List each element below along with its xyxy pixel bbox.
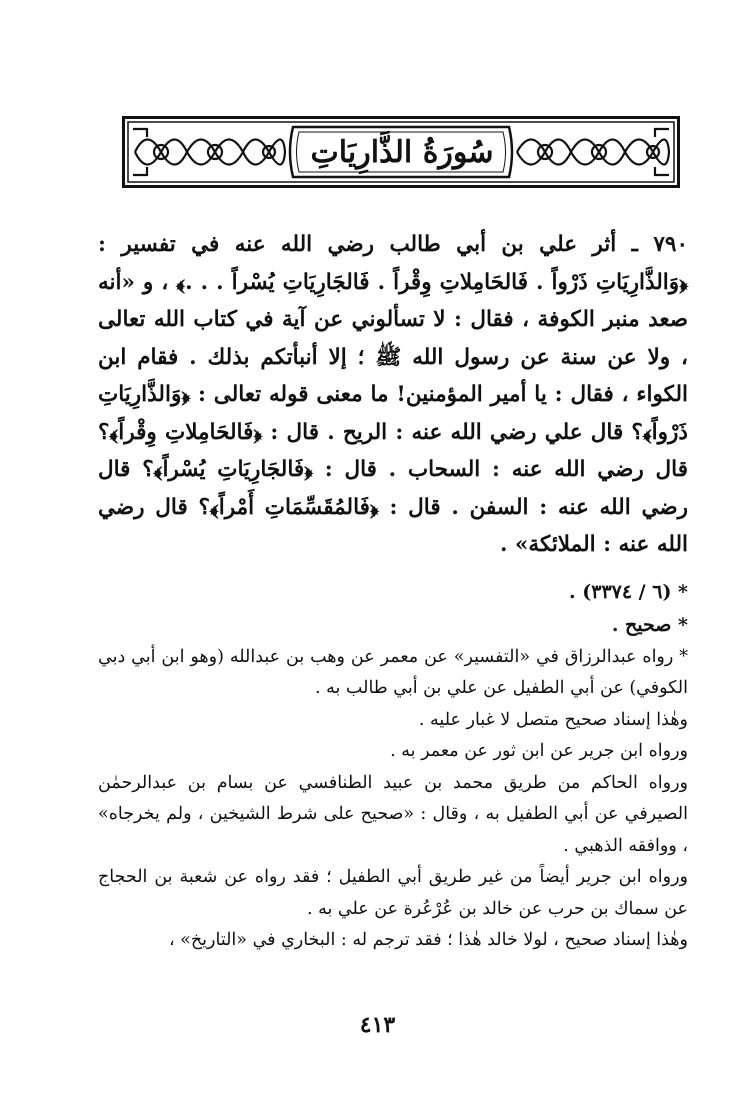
surah-title: سُورَةُ الذَّارِيَاتِ: [310, 134, 494, 170]
entry-text: ٧٩٠ ـ أثر علي بن أبي طالب رضي الله عنه في تفسير : ﴿وَالذَّارِيَاتِ ذَرْواً . فَالحَامِلاتِ وِقْراً . فَالجَارِيَاتِ يُسْراً . . .﴾ ، و «أنه صعد منبر الكوفة ، فقال : لا تسألوني عن آية في كتاب الله تعالى ، ولا عن سنة عن رسول الله ﷺ ؛ إلا أنبأتكم بذلك . فقام ابن الكواء ، فقال : يا أمير المؤمنين! ما معنى قوله تعالى : ﴿وَالذَّارِيَاتِ ذَرْواً﴾؟ قال علي رضي الله عنه : الريح . قال : ﴿فَالحَامِلاتِ وِقْراً﴾؟ قال رضي الله عنه : السحاب . قال : ﴿فَالجَارِيَاتِ يُسْراً﴾؟ قال رضي الله عنه : السفن . قال : ﴿فَالمُقَسِّمَاتِ أَمْراً﴾؟ قال رضي الله عنه : الملائكة» .: [98, 232, 688, 557]
note-paragraph: ورواه ابن جرير عن ابن ثور عن معمر به .: [390, 741, 688, 761]
hadith-entry: [98, 226, 688, 564]
note-paragraph: * رواه عبدالرزاق في «التفسير» عن معمر عن وهب بن عبدالله (وهو ابن أبي دبي الكوفي) عن أبي الطفيل عن علي بن أبي طالب به .: [98, 646, 688, 698]
note-paragraph: وهٰذا إسناد صحيح ، لولا خالد هٰذا ؛ فقد ترجم له : البخاري في «التاريخ» ،: [168, 930, 688, 950]
note-paragraph: وهٰذا إسناد صحيح متصل لا غبار عليه .: [418, 709, 688, 730]
source-reference: * (٦ / ٣٣٧٤) .: [569, 580, 688, 603]
page-body: [98, 226, 688, 957]
surah-header-frame: [122, 116, 680, 188]
note-paragraph: ورواه الحاكم من طريق محمد بن عبيد الطنافسي عن بسام بن عبدالرحمٰن الصيرفي عن أبي الطفيل به ، وقال : «صحيح على شرط الشيخين ، ولم يخرجاه» ، ووافقه الذهبي .: [98, 772, 688, 856]
grade-label: * صحيح .: [611, 613, 688, 636]
note-paragraph: ورواه ابن جرير أيضاً من غير طريق أبي الطفيل ؛ فقد رواه عن شعبة بن الحجاج عن سماك بن حرب عن خالد بن عُرْعُرة عن علي به .: [98, 867, 688, 919]
page-number: ٤١٣: [359, 1012, 396, 1038]
footnotes: [98, 576, 688, 957]
